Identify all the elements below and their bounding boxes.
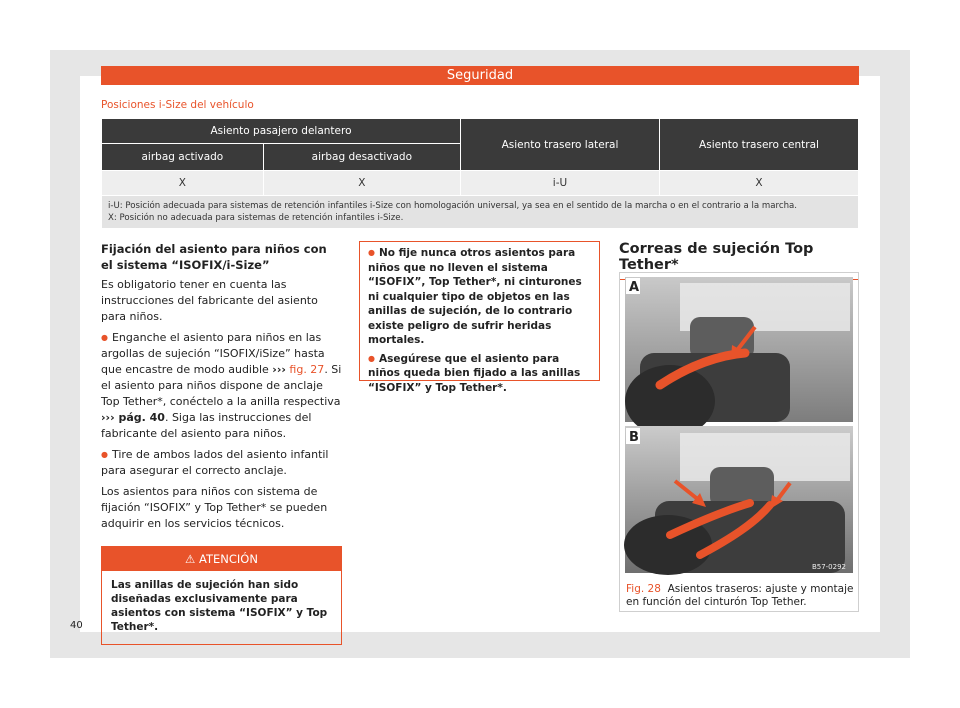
- figure-code: B57-0292: [811, 563, 846, 571]
- warning-triangle-icon: ⚠: [185, 552, 196, 566]
- seat-illustration: [620, 273, 858, 611]
- step1-mid: . Si el asiento para niños dispone de anclaje Top Tether*, conéctelo a la anilla respectiva: [101, 363, 342, 408]
- figure-number: Fig. 28: [626, 583, 661, 595]
- figure-caption: [626, 583, 854, 609]
- note-iu: i-U: Posición adecuada para sistemas de retención infantiles i-Size con homologación universal, ya sea en el sentido de la marcha o en el contrario a la marcha.: [108, 201, 798, 211]
- isofix-intro: Es obligatorio tener en cuenta las instrucciones del fabricante del asiento para niños.: [101, 278, 318, 323]
- step1-end: . Siga las instrucciones del fabricante del asiento para niños.: [101, 411, 312, 440]
- isofix-purchase-note: Los asientos para niños con sistema de fijación “ISOFIX” y Top Tether* se pueden adquirir en los servicios técnicos.: [101, 485, 328, 530]
- warning-box: [101, 546, 342, 645]
- step1-text: Enganche el asiento para niños en las argollas de sujeción “ISOFIX/iSize” hasta que encastre de modo audible: [101, 331, 325, 376]
- table-note: [102, 196, 859, 229]
- page40-link[interactable]: pág. 40: [118, 411, 165, 424]
- column-isofix: [101, 241, 342, 645]
- figure-caption-text: Asientos traseros: ajuste y montaje en función del cinturón Top Tether.: [626, 583, 854, 608]
- isofix-step-1: [101, 330, 342, 442]
- warning-continuation-box: [359, 241, 600, 394]
- ref-arrows: ›››: [101, 411, 115, 424]
- table-cell: X: [263, 171, 460, 196]
- th-airbag-on: airbag activado: [102, 144, 264, 171]
- ref-arrows: ›››: [272, 363, 286, 376]
- th-rear-lateral: Asiento trasero lateral: [461, 119, 660, 171]
- isofix-step-2: ● Tire de ambos lados del asiento infantil para asegurar el correcto anclaje.: [101, 447, 342, 479]
- warning-text: Las anillas de sujeción han sido diseñadas exclusivamente para asientos con sistema “ISOFIX” y Top Tether*.: [111, 579, 328, 633]
- top-tether-title: Correas de sujeción Top Tether*: [619, 241, 859, 280]
- chapter-header: Seguridad: [101, 66, 859, 85]
- warning-title: ATENCIÓN: [199, 552, 258, 566]
- th-front-group: Asiento pasajero delantero: [102, 119, 461, 144]
- section-title: Posiciones i-Size del vehículo: [101, 99, 254, 111]
- isofix-heading: Fijación del asiento para niños con el sistema “ISOFIX/i-Size”: [101, 242, 327, 272]
- warning-item-1: ● No fije nunca otros asientos para niños que no lleven el sistema “ISOFIX”, Top Tether*, ni cinturones ni cualquier tipo de objetos en las anillas de sujeción, de lo contrario existe peligro de sufrir heridas mortales.: [368, 246, 591, 348]
- figure-28: [619, 272, 859, 612]
- table-cell: X: [102, 171, 264, 196]
- warning-item-2: ● Asegúrese que el asiento para niños queda bien fijado a las anillas “ISOFIX” y Top Tether*.: [368, 352, 591, 396]
- label-b: B: [629, 430, 639, 445]
- note-x: X: Posición no adecuada para sistemas de retención infantiles i-Size.: [108, 213, 404, 223]
- th-rear-central: Asiento trasero central: [660, 119, 859, 171]
- table-cell: i-U: [461, 171, 660, 196]
- label-a: A: [629, 280, 640, 295]
- warning-header: [102, 547, 341, 571]
- fig27-link[interactable]: fig. 27: [289, 363, 325, 376]
- page-number: 40: [70, 620, 83, 631]
- table-row: [102, 171, 859, 196]
- th-airbag-off: airbag desactivado: [263, 144, 460, 171]
- table-cell: X: [660, 171, 859, 196]
- isize-table: [101, 118, 859, 229]
